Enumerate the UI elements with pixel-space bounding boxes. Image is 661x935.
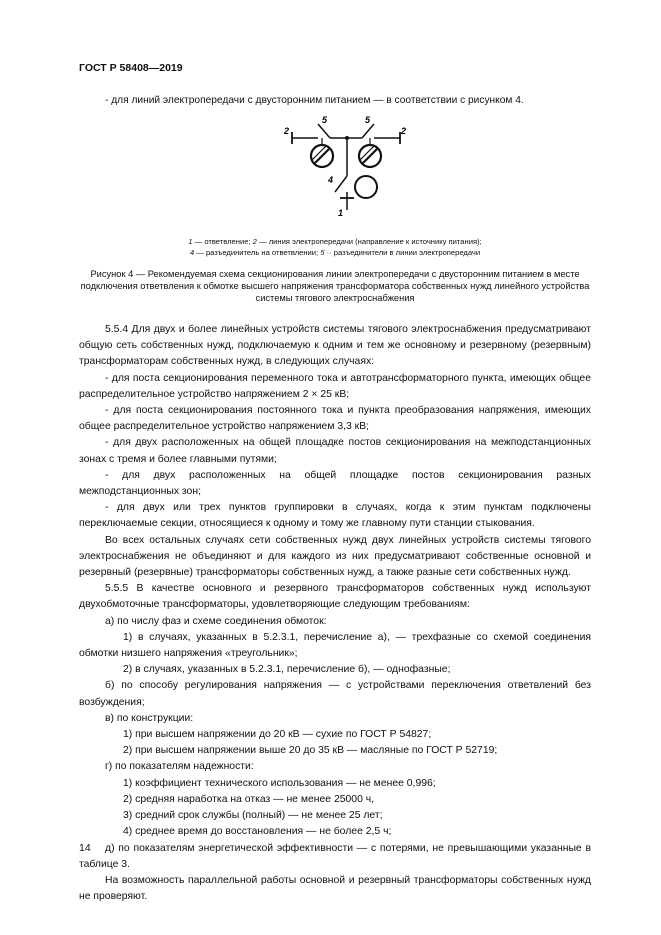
- label-left-line: 2: [284, 126, 290, 136]
- branch-drive-circle: [355, 176, 377, 198]
- paragraph: 1) при высшем напряжении до 20 кВ — сухие по ГОСТ Р 54827;: [123, 729, 432, 741]
- paragraph: 1) коэффициент технического использования — не менее 0,996;: [123, 777, 436, 789]
- paragraph: в) по конструкции:: [105, 712, 194, 724]
- legend-line-1: [79, 236, 591, 247]
- legend-text: ·· разъединители в линии электропередачи: [324, 248, 481, 257]
- legend-text: — разъединитель на ответвлении;: [194, 248, 321, 257]
- label-branch-disconnector: 4: [328, 175, 334, 185]
- legend-text: — линия электропередачи (направление к источнику питания);: [256, 237, 482, 246]
- label-right-line: 2: [401, 126, 407, 136]
- page-number: 14: [79, 842, 91, 854]
- paragraph: а) по числу фаз и схеме соединения обмоток:: [105, 615, 327, 627]
- branch-disconnector-blade: [335, 176, 347, 192]
- legend-text: — ответвление;: [192, 237, 253, 246]
- figure-caption: Рисунок 4 — Рекомендуемая схема секционирования линии электропередачи с двусторонним питанием в месте подключения ответвления к обмотке высшего напряжения трансформатора собственных нужд линейного устройства системы тягового электроснабжения: [80, 269, 590, 303]
- paragraph: 2) в случаях, указанных в 5.2.3.1, перечисление б), — однофазные;: [123, 664, 451, 676]
- paragraph: - для двух расположенных на общей площадке постов секционирования на межподстанционных зонах с тремя и более главными путями;: [79, 437, 591, 465]
- paragraph: - для двух или трех пунктов группировки в случаях, когда к этим пунктам подключены переключаемые секции, относящиеся к одному и тому же главному пути станции стыкования.: [79, 502, 591, 530]
- intro-line: - для линий электропередачи с двусторонним питанием — в соответствии с рисунком 4.: [105, 95, 524, 106]
- paragraph: - для поста секционирования постоянного тока и пункта преобразования напряжения, имеющих общее распределительное устройство напряжением 3,3 кВ;: [79, 405, 591, 433]
- paragraph: - для поста секционирования переменного тока и автотрансформаторного пункта, имеющих общее распределительное устройство напряжением 2 × 25 кВ;: [79, 372, 591, 400]
- label-right-disconnector: 5: [365, 115, 371, 125]
- paragraph: 4) среднее время до восстановления — не более 2,5 ч;: [123, 826, 392, 838]
- left-disconnector-blade: [318, 124, 330, 138]
- figure-legend: [79, 236, 591, 258]
- paragraph: 2) при высшем напряжении выше 20 до 35 кВ — масляные по ГОСТ Р 52719;: [123, 745, 498, 757]
- paragraph: 2) средняя наработка на отказ — не менее 25000 ч,: [123, 793, 375, 805]
- paragraph: 1) в случаях, указанных в 5.2.3.1, перечисление а), — трехфазные со схемой соединения обмотки низшего напряжения «треугольник»;: [79, 631, 591, 660]
- paragraph: Во всех остальных случаях сети собственных нужд двух линейных устройств системы тягового электроснабжения не объединяют и для каждого из них предусматривают собственные основной и резервный (резервные) трансформаторы собственных нужд, а также разные сети собственных нужд.: [79, 534, 591, 579]
- legend-num: 2: [252, 237, 257, 246]
- right-disconnector-blade: [362, 124, 374, 138]
- document-header: ГОСТ Р 58408—2019: [79, 62, 183, 74]
- paragraph: б) по способу регулирования напряжения — с устройствами переключения ответвлений без возбуждения;: [79, 680, 591, 708]
- paragraph: - для двух расположенных на общей площадке постов секционирования разных межподстанционных зон;: [79, 469, 591, 498]
- paragraph: г) по показателям надежности:: [105, 761, 254, 773]
- paragraph: 3) средний срок службы (полный) — не менее 25 лет;: [123, 810, 383, 822]
- paragraph: д) по показателям энергетической эффективности — с потерями, не превышающими указанные в таблице 3.: [79, 842, 591, 870]
- legend-num: 5: [320, 248, 325, 257]
- label-branch: 1: [338, 208, 344, 218]
- legend-line-2: [79, 247, 591, 258]
- paragraph: 5.5.5 В качестве основного и резервного трансформаторов собственных нужд используют двухобмоточные трансформаторы, удовлетворяющие следующим требованиям:: [79, 583, 591, 611]
- legend-num: 4: [189, 248, 195, 257]
- label-left-disconnector: 5: [322, 115, 328, 125]
- paragraph: 5.5.4 Для двух и более линейных устройств системы тягового электроснабжения предусматривают общую сеть собственных нужд, подключаемую к одним и тем же основному и резервному (резервным) трансформаторам собственных нужд, в следующих случаях:: [79, 324, 591, 368]
- body-text: [79, 322, 591, 905]
- paragraph: На возможность параллельной работы основной и резервный трансформаторы собственных нужд не проверяют.: [79, 874, 591, 903]
- legend-num: 1: [188, 237, 193, 246]
- sectioning-diagram: [270, 112, 420, 222]
